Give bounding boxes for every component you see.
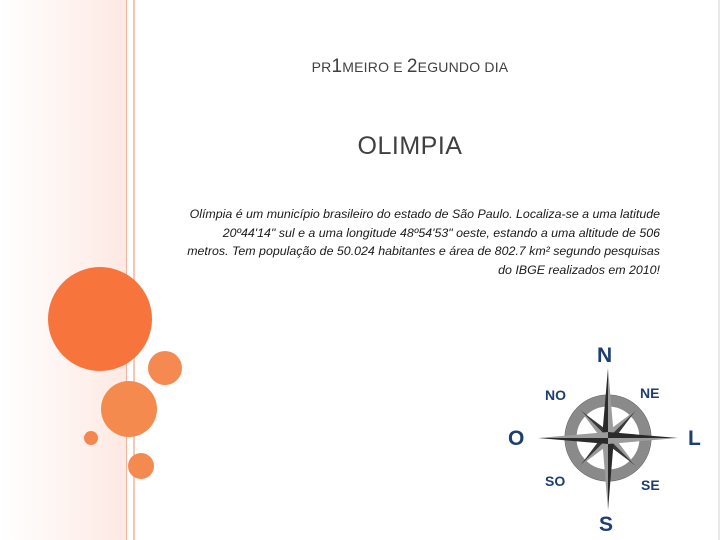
- decorative-circle: [84, 431, 98, 445]
- compass-label-southeast: SE: [641, 477, 660, 493]
- decorative-circle: [101, 381, 157, 437]
- compass-label-southwest: SO: [545, 473, 566, 489]
- compass-label-north: N: [597, 344, 613, 367]
- compass-label-east: L: [688, 427, 701, 450]
- decorative-circle: [148, 351, 182, 385]
- compass-label-south: S: [599, 513, 614, 536]
- compass-rose-icon: [500, 338, 720, 540]
- compass-label-west: O: [508, 427, 525, 450]
- decorative-circle: [128, 453, 154, 479]
- decorative-circle: [48, 267, 152, 371]
- compass-rose: [500, 338, 720, 540]
- compass-label-northwest: NO: [545, 387, 566, 403]
- compass-label-northeast: NE: [640, 385, 660, 401]
- slide-subtitle: PR1MEIRO E 2EGUNDO DIA: [311, 56, 509, 77]
- decorative-line: [126, 0, 127, 540]
- slide-title: OLIMPIA: [357, 132, 463, 160]
- slide-body-text: Olímpia é um município brasileiro do estado de São Paulo. Localiza-se a uma latitude 20º44'14" sul e a uma longitude 48º54'53" oeste, estando a uma altitude de 506 metros. Tem população de 50.024 habitantes e área de 802.7 km² segundo pesquisas do IBGE realizados em 2010!: [187, 207, 660, 277]
